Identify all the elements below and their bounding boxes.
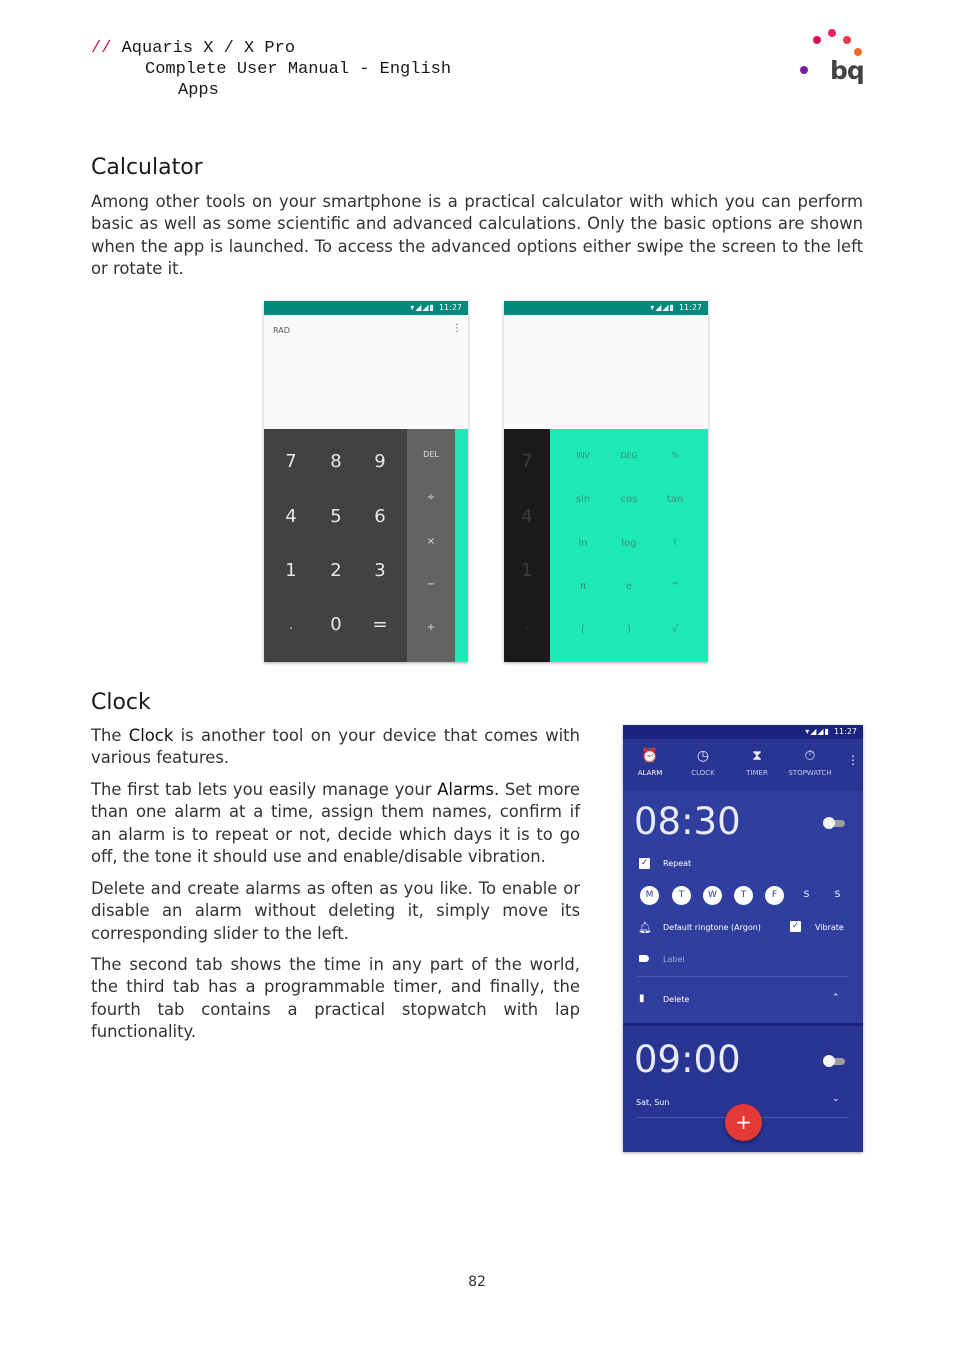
rad-label: RAD (273, 326, 290, 335)
dim-key-1: 1 (521, 560, 533, 581)
clock-heading: Clock (91, 690, 151, 715)
key-multiply[interactable]: × (426, 536, 436, 547)
day-thursday[interactable]: T (734, 886, 753, 905)
clock-signal-icons: ▾◢◢▮ (805, 727, 830, 736)
calculator-advanced-screenshot (504, 301, 708, 662)
day-wednesday[interactable]: W (703, 886, 722, 905)
header-line-3: Apps (178, 81, 219, 100)
repeat-label: Repeat (663, 859, 692, 868)
alarm-time-0900[interactable]: 09:00 (634, 1038, 741, 1081)
delete-label[interactable]: Delete (663, 995, 690, 1004)
day-monday[interactable]: M (640, 886, 659, 905)
header-line-2: Complete User Manual - English (145, 60, 452, 79)
key-2[interactable]: 2 (330, 560, 342, 581)
key-sqrt[interactable]: √ (671, 624, 679, 635)
dim-key-7: 7 (521, 451, 533, 472)
ringtone-label[interactable]: Default ringtone (Argon) (663, 923, 761, 932)
header-line-1: // Aquaris X / X Pro (91, 39, 296, 58)
key-tan[interactable]: tan (666, 494, 684, 505)
logo-text: bq (830, 56, 864, 85)
dim-key-4: 4 (521, 506, 533, 527)
key-close-paren[interactable]: ) (627, 624, 631, 635)
key-e[interactable]: e (625, 581, 633, 592)
clock-status-bar: ▾◢◢▮ 11:27 (623, 725, 863, 739)
calculator-paragraph: Among other tools on your smartphone is a practical calculator with which you can perform basic as well as some scientific and advanced calculations. Only the basic options are shown when the app is launched. To access the advanced options either swipe the screen to the left or rotate it. (91, 192, 863, 278)
key-pi[interactable]: π (579, 581, 587, 592)
clock-tab-bar (623, 739, 863, 791)
alarm-time-0830[interactable]: 08:30 (634, 800, 741, 843)
hourglass-icon: ⧗ (752, 748, 762, 764)
repeat-checkbox[interactable]: ✓ (640, 858, 649, 868)
divider (637, 976, 849, 977)
key-0[interactable]: 0 (330, 614, 342, 635)
key-percent[interactable]: % (671, 451, 679, 460)
chevron-up-icon[interactable]: ⌃ (832, 993, 840, 1003)
tab-clock[interactable]: ◷ CLOCK (676, 747, 730, 777)
vibrate-checkbox[interactable]: ✓ (791, 921, 800, 931)
key-del[interactable]: DEL (423, 450, 439, 459)
trash-icon: ▮ (639, 993, 645, 1004)
key-factorial[interactable]: ! (672, 538, 677, 549)
clock-paragraph-2: The first tab lets you easily manage your Alarms. Set more than one alarm at a time, assign them names, confirm if an alarm is to repeat or not, decide which days it is to go off, the tone it should use and enable/disable vibration. (91, 780, 580, 866)
bell-icon: 🔔︎ (638, 921, 652, 934)
key-open-paren[interactable]: ( (581, 624, 585, 635)
key-3[interactable]: 3 (374, 560, 386, 581)
operator-column (407, 429, 455, 662)
key-5[interactable]: 5 (330, 506, 342, 527)
key-9[interactable]: 9 (374, 451, 386, 472)
calculator-basic-screenshot (264, 301, 468, 662)
numeric-keypad (264, 429, 407, 662)
key-6[interactable]: 6 (374, 506, 386, 527)
overflow-menu-icon[interactable]: ⋮ (452, 323, 462, 334)
key-deg[interactable]: DEG (620, 451, 638, 460)
clock-overflow-icon[interactable]: ⋮ (847, 753, 859, 767)
key-decimal[interactable]: . (289, 618, 293, 632)
key-equals[interactable]: = (372, 614, 388, 635)
tab-timer[interactable]: ⧗ TIMER (730, 747, 784, 777)
key-7[interactable]: 7 (285, 451, 297, 472)
day-sunday[interactable]: S (834, 890, 841, 900)
tab-alarm[interactable]: ⏰ ALARM (623, 747, 677, 777)
signal-icons-2: ▾◢◢▮ (650, 303, 675, 312)
alarm-toggle-1[interactable] (823, 818, 845, 828)
key-minus[interactable]: − (426, 579, 436, 590)
page-number: 82 (468, 1274, 486, 1290)
key-power[interactable]: ^ (670, 581, 680, 592)
chevron-down-icon[interactable]: ⌄ (832, 1094, 840, 1104)
tab-stopwatch[interactable]: ⏱ STOPWATCH (783, 747, 837, 777)
key-1[interactable]: 1 (285, 560, 297, 581)
clock-icon: ◷ (696, 748, 710, 764)
label-tag-icon (639, 955, 649, 962)
status-bar: ▾◢◢▮ 11:27 (264, 301, 468, 315)
status-bar-2: ▾◢◢▮ 11:27 (504, 301, 708, 315)
key-inv[interactable]: INV (576, 451, 590, 460)
key-8[interactable]: 8 (330, 451, 342, 472)
key-4[interactable]: 4 (285, 506, 297, 527)
stopwatch-icon: ⏱ (804, 748, 816, 764)
advanced-functions-panel (550, 429, 708, 662)
bq-logo (796, 26, 866, 96)
label-field[interactable]: Label (663, 955, 685, 964)
signal-icons: ▾◢◢▮ (410, 303, 435, 312)
vibrate-label: Vibrate (815, 923, 844, 932)
key-log[interactable]: log (621, 538, 637, 549)
alarm-icon: ⏰ (641, 748, 659, 764)
key-plus[interactable]: + (426, 622, 436, 633)
alarm-2-days: Sat, Sun (636, 1098, 670, 1107)
day-friday[interactable]: F (765, 886, 784, 905)
calculator-heading: Calculator (91, 155, 203, 180)
alarm-toggle-2[interactable] (823, 1056, 845, 1066)
day-saturday[interactable]: S (803, 890, 810, 900)
dim-key-decimal: . (525, 618, 529, 632)
key-sin[interactable]: sin (575, 494, 591, 505)
key-cos[interactable]: cos (620, 494, 638, 505)
add-alarm-button[interactable]: + (725, 1104, 762, 1141)
clock-paragraph-1: The Clock is another tool on your device that comes with various features. (91, 726, 580, 768)
key-divide[interactable]: ÷ (426, 492, 436, 503)
clock-paragraph-3: Delete and create alarms as often as you like. To enable or disable an alarm without deleting it, simply move its corresponding slider to the left. (91, 879, 580, 943)
clock-app-screenshot (623, 725, 863, 1152)
alarm-card-expanded (623, 791, 863, 1023)
advanced-panel-edge[interactable] (455, 429, 468, 662)
dimmed-keypad (504, 429, 550, 662)
day-tuesday[interactable]: T (672, 886, 691, 905)
clock-paragraph-4: The second tab shows the time in any part of the world, the third tab has a programmable timer, and finally, the fourth tab contains a practical stopwatch with lap functionality. (91, 955, 580, 1041)
key-ln[interactable]: ln (578, 538, 588, 549)
